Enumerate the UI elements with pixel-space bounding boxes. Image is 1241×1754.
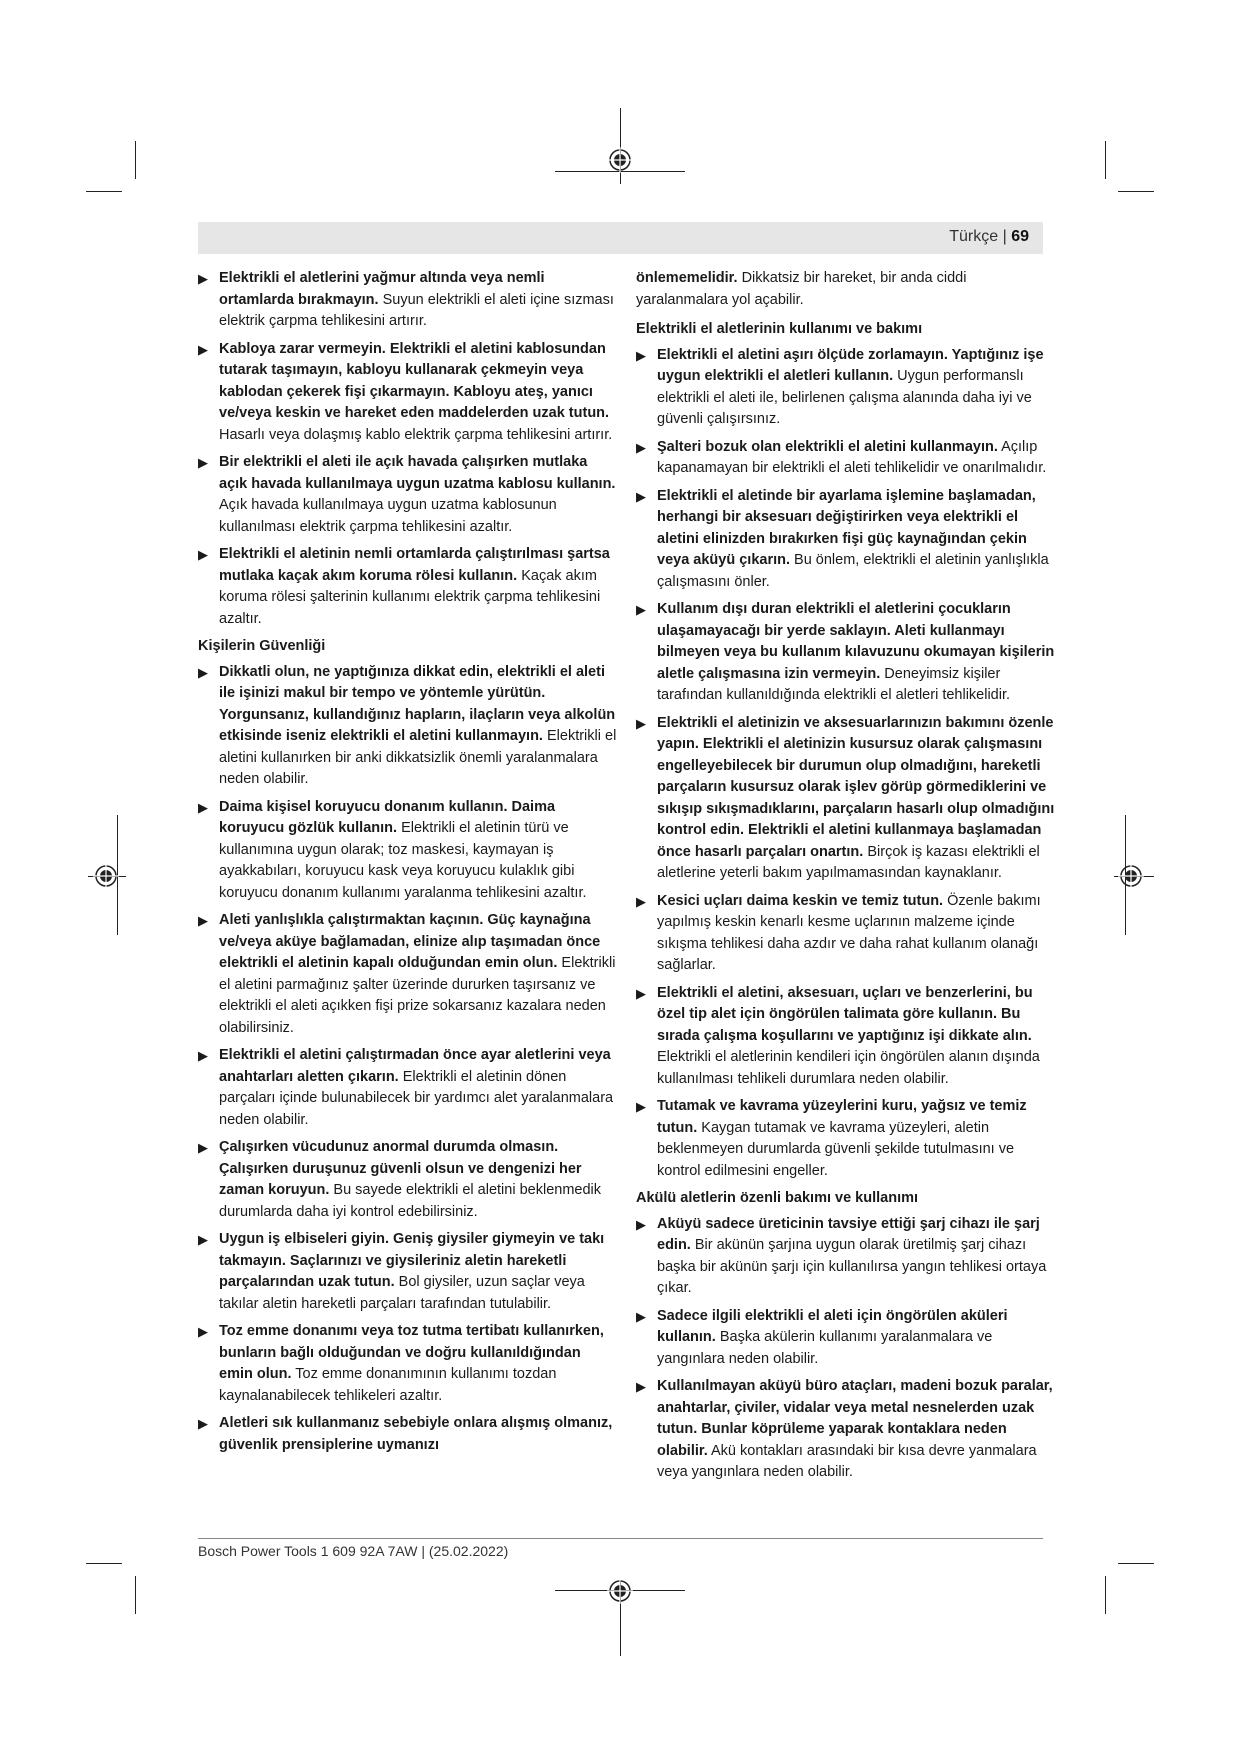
item-text: Elektrikli el aletlerinin kendileri için öngörülen alanın dışında kullanılması tehlikeli durumlara neden olabilir. — [657, 1049, 1040, 1087]
item-text: Bol giysiler, uzun saçlar veya takılar aletin hareketli parçaları tarafından tutulabilir. — [219, 1274, 585, 1312]
item-text: Bu sayede elektrikli el aletini beklenmedik durumlarda daha iyi kontrol edebilirsiniz. — [219, 1182, 602, 1220]
list-item — [636, 983, 1056, 1091]
list-battery-care — [636, 1214, 1056, 1484]
item-text: Uygun performanslı elektrikli el aleti ile, belirlenen çalışma alanında daha iyi ve güvenli çalışırsınız. — [657, 368, 1032, 427]
bullet-arrow-icon: ▶ — [636, 439, 646, 455]
list-item — [198, 797, 618, 905]
item-bold-text: Elektrikli el aletinin nemli ortamlarda çalıştırılması şartsa mutlaka kaçak akım koruma rölesi kullanın. — [219, 546, 610, 584]
list-item — [198, 339, 618, 447]
item-bold-text: Dikkatli olun, ne yaptığınıza dikkat edin, elektrikli el aleti ile işinizi makul bir tempo ve yöntemle yürütün. Yorgunsanız, kullandığınız hapların, ilaçların veya alkolün etkisinde iseniz elektrikli el aletini kullanmayın. — [219, 663, 616, 744]
item-text: Elektrikli el aletinin türü ve kullanımına uygun olarak; toz maskesi, kaymayan iş ayakkabıları, koruyucu kask veya koruyucu kulaklık gibi koruyucu donanım kullanımı yaralanma tehlikesini azaltır. — [219, 820, 587, 901]
item-text: Birçok iş kazası elektrikli el aletlerine yeterli bakım yapılmamasından kaynaklanır. — [657, 843, 1040, 881]
page-number: 69 — [1011, 228, 1029, 245]
item-text: Elektrikli el aletini parmağınız şalter üzerinde dururken taşırsanız ve elektrikli el aleti açıkken fişi prize sokarsanız kazalara neden olabilirsiniz. — [219, 955, 616, 1036]
right-column — [636, 268, 1056, 1490]
header-separator: | — [1002, 228, 1007, 245]
list-item — [636, 891, 1056, 977]
bullet-arrow-icon: ▶ — [636, 602, 646, 617]
list-personal-safety — [198, 662, 618, 1457]
item-bold-text: Toz emme donanımı veya toz tutma tertibatı kullanırken, bunların bağlı olduğundan ve doğru kullanıldığından emin olun. — [219, 1323, 604, 1382]
item-bold-text: Çalışırken vücudunuz anormal durumda olmasın. Çalışırken duruşunuz güvenli olsun ve dengenizi her zaman koruyun. — [219, 1139, 582, 1198]
item-bold-text: Elektrikli el aletinde bir ayarlama işlemine başlamadan, herhangi bir aksesuarı değiştirirken veya elektrikli el aletini elinizden bırakırken fişi güç kaynağından çekin veya aküyü çıkarın. — [657, 487, 1036, 568]
list-item — [198, 452, 618, 538]
list-item — [636, 437, 1056, 480]
left-column — [198, 268, 618, 1462]
item-bold-text: Aleti yanlışlıkla çalıştırmaktan kaçının. Güç kaynağına ve/veya aküye bağlamadan, elinize alıp taşımadan önce elektrikli el aletinin kapalı olduğundan emin olun. — [219, 912, 601, 971]
list-item — [636, 1096, 1056, 1182]
item-bold-text: Sadece ilgili elektrikli el aleti için öngörülen aküleri kullanın. — [657, 1307, 1008, 1345]
item-text: Elektrikli el aletinin dönen parçaları içinde bulunabilecek bir yardımcı alet yaralanmalara neden olabilir. — [219, 1068, 614, 1128]
bullet-arrow-icon: ▶ — [636, 1308, 646, 1324]
bullet-arrow-icon: ▶ — [636, 347, 646, 363]
list-item — [198, 268, 618, 333]
item-bold-text: Elektrikli el aletini çalıştırmadan önce ayar aletlerini veya anahtarları aletten çıkarın. — [219, 1047, 611, 1085]
section-title-tool-use: Elektrikli el aletlerinin kullanımı ve bakımı — [636, 321, 923, 337]
item-bold-text: Tutamak ve kavrama yüzeylerini kuru, yağsız ve temiz tutun. — [657, 1098, 1027, 1136]
item-text: Özenle bakımı yapılmış keskin kenarlı kesme uçlarının malzeme içinde sıkışma tehlikesi daha azdır ve daha rahat kullanım olanağı sağlarlar. — [657, 892, 1041, 973]
item-text: Toz emme donanımının kullanımı tozdan kaynalanabilecek tehlikeleri azaltır. — [219, 1366, 557, 1404]
list-item — [636, 1306, 1056, 1371]
registration-target-icon — [1118, 863, 1144, 889]
item-text: Başka akülerin kullanımı yaralanmalara ve yangınlara neden olabilir. — [657, 1329, 993, 1367]
item-bold-text: Elektrikli el aletini, aksesuarı, uçları ve benzerlerini, bu özel tip alet için öngörülen talimata göre kullanın. Bu sırada çalışma koşullarını ve yaptığınız işi dikkate alın. — [657, 984, 1033, 1044]
list-item — [636, 713, 1056, 885]
item-bold-text: Aletleri sık kullanmanız sebebiyle onlara alışmış olmanız, güvenlik prensiplerine uymanızı — [219, 1415, 613, 1453]
item-text: Kaçak akım koruma rölesi şalterinin kullanımı elektrik çarpma tehlikesini azaltır. — [219, 567, 601, 627]
list-item — [198, 1137, 618, 1223]
bullet-arrow-icon: ▶ — [198, 664, 208, 680]
crop-mark-tr-h — [1118, 191, 1154, 192]
crop-mark-br-v — [1105, 1576, 1106, 1614]
bullet-arrow-icon: ▶ — [636, 1216, 646, 1232]
item-bold-text: Uygun iş elbiseleri giyin. Geniş giysiler giymeyin ve takı takmayın. Saçlarınızı ve giysileriniz aletin hareketli parçalarından uzak tutun. — [219, 1231, 605, 1290]
item-text: Hasarlı veya dolaşmış kablo elektrik çarpma tehlikesini artırır. — [219, 426, 613, 443]
item-bold-text: Elektrikli el aletinizin ve aksesuarlarınızın bakımını özenle yapın. Elektrikli el aletinizin kusursuz olarak çalışmasını engelleyebilecek bir durumun olup olmadığını, hareketli parçaların kusursuz olarak işlev görüp görmediklerini ve sıkışıp sıkışmadıklarını, parçaların hasarlı olup olmadığını kontrol edin. Elektrikli el aletini kullanmaya başlamadan önce hasarlı parçaları onartın. — [657, 714, 1055, 860]
item-text: Akü kontakları arasındaki bir kısa devre yanmalara veya yangınlara neden olabilir. — [657, 1442, 1037, 1480]
list-item — [198, 1045, 618, 1131]
item-bold-text: Elektrikli el aletlerini yağmur altında veya nemli ortamlarda bırakmayın. — [219, 270, 545, 308]
item-bold-text: Kullanılmayan aküyü büro ataçları, madeni bozuk paralar, anahtarlar, çiviler, vidalar veya metal nesnelerden uzak tutun. Bunlar köprüleme yaparak kontaklara neden olabilir. — [657, 1378, 1053, 1459]
bullet-arrow-icon: ▶ — [198, 1416, 208, 1431]
bullet-arrow-icon: ▶ — [198, 455, 208, 470]
bullet-arrow-icon: ▶ — [198, 341, 208, 357]
crop-mark-bl-v — [135, 1576, 136, 1614]
bullet-arrow-icon: ▶ — [198, 547, 208, 562]
section-title-battery-care: Akülü aletlerin özenli bakımı ve kullanımı — [636, 1190, 919, 1206]
page-header-text — [949, 228, 1029, 246]
item-text: Bir akünün şarjına uygun olarak üretilmiş şarj cihazı başka bir akünün şarjı için kullanılırsa yangın tehlikesi ortaya çıkar. — [657, 1237, 1047, 1296]
page-footer: Bosch Power Tools 1 609 92A 7AW | (25.02.2022) — [198, 1543, 509, 1559]
header-language: Türkçe — [949, 228, 999, 245]
list-item — [198, 1321, 618, 1407]
list-item — [198, 544, 618, 630]
item-bold-text: Kabloya zarar vermeyin. Elektrikli el aletini kablosundan tutarak taşımayın, kabloyu kullanarak çekmeyin veya kablodan çekerek fişi çıkarmayın. Kabloyu ateş, yanıcı ve/veya keskin ve hareket eden maddelerden uzak tutun. — [219, 340, 610, 421]
bullet-arrow-icon: ▶ — [198, 1140, 208, 1155]
list-item — [636, 1214, 1056, 1300]
page-header — [198, 222, 1043, 254]
registration-target-icon — [93, 863, 119, 889]
item-bold-text: Kesici uçları daima keskin ve temiz tutun. — [657, 892, 944, 909]
item-bold-text: Daima kişisel koruyucu donanım kullanın. Daima koruyucu gözlük kullanın. — [219, 798, 556, 836]
bullet-arrow-icon: ▶ — [636, 715, 646, 731]
bullet-arrow-icon: ▶ — [198, 913, 208, 928]
list-item — [636, 345, 1056, 431]
item-bold-text: Elektrikli el aletini aşırı ölçüde zorlamayın. Yaptığınız işe uygun elektrikli el aletleri kullanın. — [657, 346, 1044, 384]
list-item — [198, 1413, 618, 1456]
bullet-arrow-icon: ▶ — [636, 488, 646, 504]
bullet-arrow-icon: ▶ — [198, 1232, 208, 1247]
bullet-arrow-icon: ▶ — [198, 799, 208, 815]
list-item — [198, 1229, 618, 1315]
list-item — [636, 1376, 1056, 1484]
item-text: Açık havada kullanılmaya uygun uzatma kablosunun kullanılması elektrik çarpma tehlikesini azaltır. — [219, 497, 557, 535]
crop-mark-tr-v — [1105, 141, 1106, 179]
item-text: Bu önlem, elektrikli el aletinin yanlışlıkla çalışmasını önler. — [657, 552, 1049, 590]
bullet-arrow-icon: ▶ — [636, 893, 646, 909]
item-text: Deneyimsiz kişiler tarafından kullanıldığında elektrikli el aletleri tehlikelidir. — [657, 665, 1011, 703]
list-tool-use — [636, 345, 1056, 1183]
list-item — [198, 910, 618, 1039]
bullet-arrow-icon: ▶ — [198, 1324, 208, 1339]
list-item — [198, 662, 618, 791]
list-intro — [198, 268, 618, 630]
item-bold-text: Şalteri bozuk olan elektrikli el aletini kullanmayın. — [657, 438, 998, 455]
list-item — [636, 599, 1056, 707]
section-title-personal-safety: Kişilerin Güvenliği — [198, 638, 326, 654]
bullet-arrow-icon: ▶ — [636, 1379, 646, 1394]
item-text: Açılıp kapanamayan bir elektrikli el aleti tehlikelidir ve onarılmalıdır. — [657, 438, 1047, 476]
item-bold-text: Kullanım dışı duran elektrikli el aletlerini çocukların ulaşamayacağı bir yerde saklayın. Aleti kullanmayı bilmeyen veya bu kullanım kılavuzunu okumayan kişilerin aletle çalışmasına izin vermeyin. — [657, 601, 1055, 682]
item-text: Kaygan tutamak ve kavrama yüzeyleri, aletin beklenmeyen durumlarda güvenli şekilde tutulmasını ve kontrol edilmesini engeller. — [657, 1119, 1015, 1179]
item-bold-text: Aküyü sadece üreticinin tavsiye ettiği şarj cihazı ile şarj edin. — [657, 1215, 1040, 1253]
bullet-arrow-icon: ▶ — [198, 1048, 208, 1063]
continuation-text: Dikkatsiz bir hareket, bir anda ciddi yaralanmalara yol açabilir. — [636, 270, 967, 308]
crop-mark-br-h — [1118, 1563, 1154, 1564]
crop-mark-bl-h — [86, 1563, 122, 1564]
crop-mark-tl-v — [135, 141, 136, 179]
crop-mark-tl-h — [86, 191, 122, 192]
footer-rule — [198, 1538, 1043, 1539]
continuation-bold: önlememelidir. — [636, 270, 738, 286]
registration-target-icon — [607, 147, 633, 173]
item-text: Suyun elektrikli el aleti içine sızması elektrik çarpma tehlikesini artırır. — [219, 291, 614, 329]
bullet-arrow-icon: ▶ — [636, 1099, 646, 1114]
item-bold-text: Bir elektrikli el aleti ile açık havada çalışırken mutlaka açık havada kullanılmaya uygun uzatma kablosu kullanın. — [219, 454, 616, 492]
bullet-arrow-icon: ▶ — [198, 271, 208, 286]
registration-target-icon — [607, 1578, 633, 1604]
list-item — [636, 486, 1056, 594]
item-text: Elektrikli el aletini kullanırken bir anki dikkatsizlik önemli yaralanmalara neden olabilir. — [219, 728, 617, 787]
continuation-paragraph — [636, 268, 1056, 311]
bullet-arrow-icon: ▶ — [636, 985, 646, 1001]
